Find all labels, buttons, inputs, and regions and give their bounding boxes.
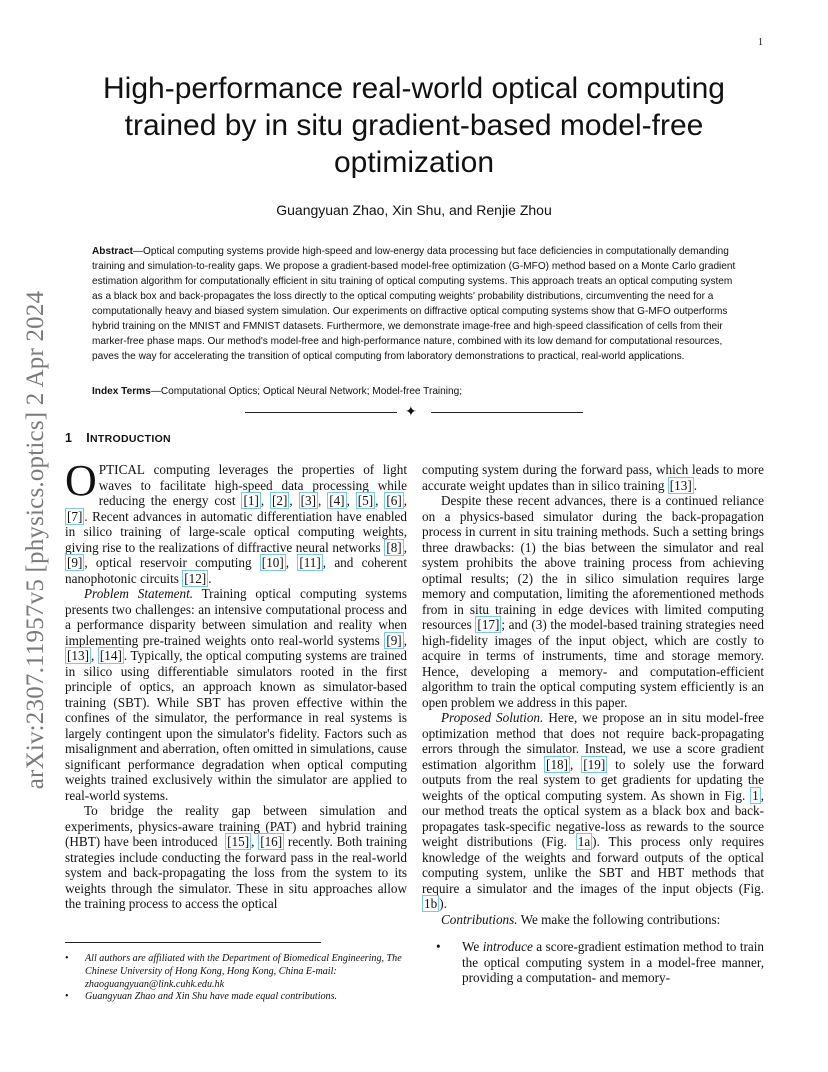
divider-line xyxy=(245,412,397,413)
bullet-icon: • xyxy=(65,953,69,964)
figure-link[interactable]: 1a xyxy=(577,834,591,849)
divider-line xyxy=(431,412,583,413)
author-list: Guangyuan Zhao, Xin Shu, and Renjie Zhou xyxy=(276,202,552,218)
body-paragraph: computing system during the forward pass, which leads to more accurate weight updates than in silico training [13] . xyxy=(422,462,764,493)
page-number: 1 xyxy=(758,37,763,48)
divider-star-icon: ✦ xyxy=(405,404,417,420)
abstract-text: —Optical computing systems provide high-speed and low-energy data processing but face deficiencies in computationally demanding training and simulation-to-reality gaps. We propose a gradient-based model-free optimization (G-MFO) method based on a Monte Carlo gradient estimation algorithm for computationally efficient in situ training of optical computing systems. This approach treats an optical computing system as a black box and back-propagates the loss directly to the optical computing weights' probability distributions, circumventing the need for a computationally heavy and biased system simulation. Our experiments on diffractive optical computing systems show that G-MFO outperforms hybrid training on the MNIST and FMNIST datasets. Furthermore, we demonstrate image-free and high-speed classification of cells from their marker-free phase maps. Our method's model-free and high-performance nature, combined with its low demand for computational resources, paves the way for accelerating the transition of optical computing from laboratory demonstrations to practical, real-world applications. xyxy=(92,246,736,362)
citation-link[interactable]: [16] xyxy=(260,834,283,849)
body-paragraph: Contributions. We make the following contributions: xyxy=(441,911,721,927)
body-paragraph: To bridge the reality gap between simulation and experiments, physics-aware training (PAT) and hybrid training (HBT) have been introduced [15] , [16] recently. Both training strategies include conducting the forward pass in the real-world system and back-propagating the loss from the system to its weights through the simulator. These in situ approaches allow the training process to access the optical xyxy=(65,803,408,911)
citation-link[interactable]: [13] xyxy=(669,477,692,493)
abstract-label: Abstract xyxy=(92,246,133,257)
section-title-rest: NTRODUCTION xyxy=(90,433,171,445)
citation-link[interactable]: [2] xyxy=(272,493,288,508)
right-column xyxy=(422,462,764,986)
body-paragraph: Despite these recent advances, there is a continued reliance on a physics-based simulator during the back-propagation process in current in situ training methods. Such a setting brings three drawbacks: (1) the bias between the simulator and real system prohibits the above training process from achieving optimal results; (2) the in silico simulation requires large memory and computation, limiting the aforementioned methods from in situ training in edge devices with limited computing resources [17] ; and (3) the model-based training strategies need high-fidelity images of the input object, which are costly to acquire in terms of instruments, time and storage memory. Hence, developing a memory- and computation-efficient algorithm to train the optical computing system efficiently is an open problem we address in this paper. xyxy=(422,493,764,710)
citation-link[interactable]: [9] xyxy=(67,555,83,570)
body-paragraph: Proposed Solution. Here, we propose an in situ model-free optimization method that does not require back-propagating errors through the simulator. Instead, we use a score gradient estimation algorithm [18] , [19] to solely use the forward outputs from the real system to get gradients for updating the weights of the optical computing system. As shown in Fig. 1 , our method treats the optical system as a black box and back-propagates task-specific negative-loss as rewards to the source weight distributions (Fig. 1a ). This process only requires knowledge of the weights and forward outputs of the optical computing system, unlike the SBT and HBT methods that require a simulator and the images of the input objects (Fig. 1b ). xyxy=(422,710,765,911)
section-number: 1 xyxy=(65,431,73,445)
abstract xyxy=(92,244,738,364)
drop-cap: O xyxy=(65,456,97,505)
body-paragraph: Problem Statement. Training optical computing systems presents two challenges: an intensive computational process and a performance disparity between simulation and reality when implementing pre-trained weights onto real-world systems [9] , [13] , [14] . Typically, the optical computing systems are trained in silico using differentiable simulators rooted in the first principle of optics, an approach known as simulator-based training (SBT). While SBT has proven effective within the confines of the simulator, the performance in real systems is largely contingent upon the simulator's fidelity. Factors such as misalignment and aberration, often omitted in simulations, cause significant performance degradation when optical computing weights trained exclusively within the simulator are applied to real-world systems. xyxy=(65,586,407,803)
title-line: High-performance real-world optical computing xyxy=(103,72,725,105)
footnote xyxy=(65,953,415,991)
title-line: optimization xyxy=(333,146,495,179)
bullet-icon: • xyxy=(436,939,441,954)
section-title-first: I xyxy=(86,431,91,445)
section-divider xyxy=(245,404,583,420)
footnote xyxy=(65,991,415,1004)
contribution-list-item: • We introduce a score-gradient estimation method to train the optical computing system in a model-free manner, providing a computation- and memory- xyxy=(436,939,764,985)
citation-link[interactable]: [7] xyxy=(67,508,83,524)
section-heading xyxy=(65,431,171,445)
citation-link[interactable]: [17] xyxy=(477,617,500,632)
citation-link[interactable]: [13] xyxy=(67,648,89,663)
figure-link[interactable]: 1 xyxy=(752,787,759,803)
citation-link[interactable]: [3] xyxy=(300,493,316,508)
title-line: trained by in situ gradient-based model-free xyxy=(124,109,704,142)
index-terms xyxy=(92,384,738,399)
citation-link[interactable]: [9] xyxy=(386,632,402,648)
citation-link[interactable]: [5] xyxy=(357,493,374,508)
citation-link[interactable]: [8] xyxy=(386,539,402,555)
citation-link[interactable]: [18] xyxy=(546,756,569,772)
citation-link[interactable]: [19] xyxy=(583,756,606,772)
citation-link[interactable]: [10] xyxy=(261,555,284,570)
footnotes xyxy=(65,953,415,1004)
citation-link[interactable]: [1] xyxy=(243,493,259,508)
citation-link[interactable]: [11] xyxy=(299,555,321,570)
figure-link[interactable]: 1b xyxy=(424,896,438,911)
index-terms-text: —Computational Optics; Optical Neural Network; Model-free Training; xyxy=(150,386,463,397)
body-paragraph: OPTICAL computing leverages the properties of light waves to facilitate high-speed data processing while reducing the energy cost [1] , [2] , [3] , [4] , [5] , [6] , [7] . Recent advances in automatic differentiation have enabled in silico training of large-scale optical computing weights, giving rise to the realizations of diffractive neural networks [8] , [9] , optical reservoir computing [10] , [11] , and coherent nanophotonic circuits [12] . xyxy=(65,456,408,586)
citation-link[interactable]: [6] xyxy=(386,493,402,508)
left-column xyxy=(65,456,408,912)
footnote-text: All authors are affiliated with the Department of Biomedical Engineering, The Chinese University of Hong Kong, Hong Kong, China E-mail: zhaoguangyuan@link.cuhk.edu.hk xyxy=(85,953,402,990)
citation-link[interactable]: [15] xyxy=(227,834,250,849)
arxiv-identifier[interactable]: arXiv:2307.11957v5 [physics.optics] 2 Apr 2024 xyxy=(22,290,49,790)
bullet-icon: • xyxy=(65,991,69,1003)
footnote-text: Guangyuan Zhao and Xin Shu have made equal contributions. xyxy=(85,991,338,1003)
citation-link[interactable]: [12] xyxy=(184,570,207,586)
footnote-rule xyxy=(65,942,321,943)
citation-link[interactable]: [4] xyxy=(329,493,345,508)
citation-link[interactable]: [14] xyxy=(99,648,122,663)
paper-title xyxy=(0,70,828,181)
index-terms-label: Index Terms xyxy=(92,386,151,397)
